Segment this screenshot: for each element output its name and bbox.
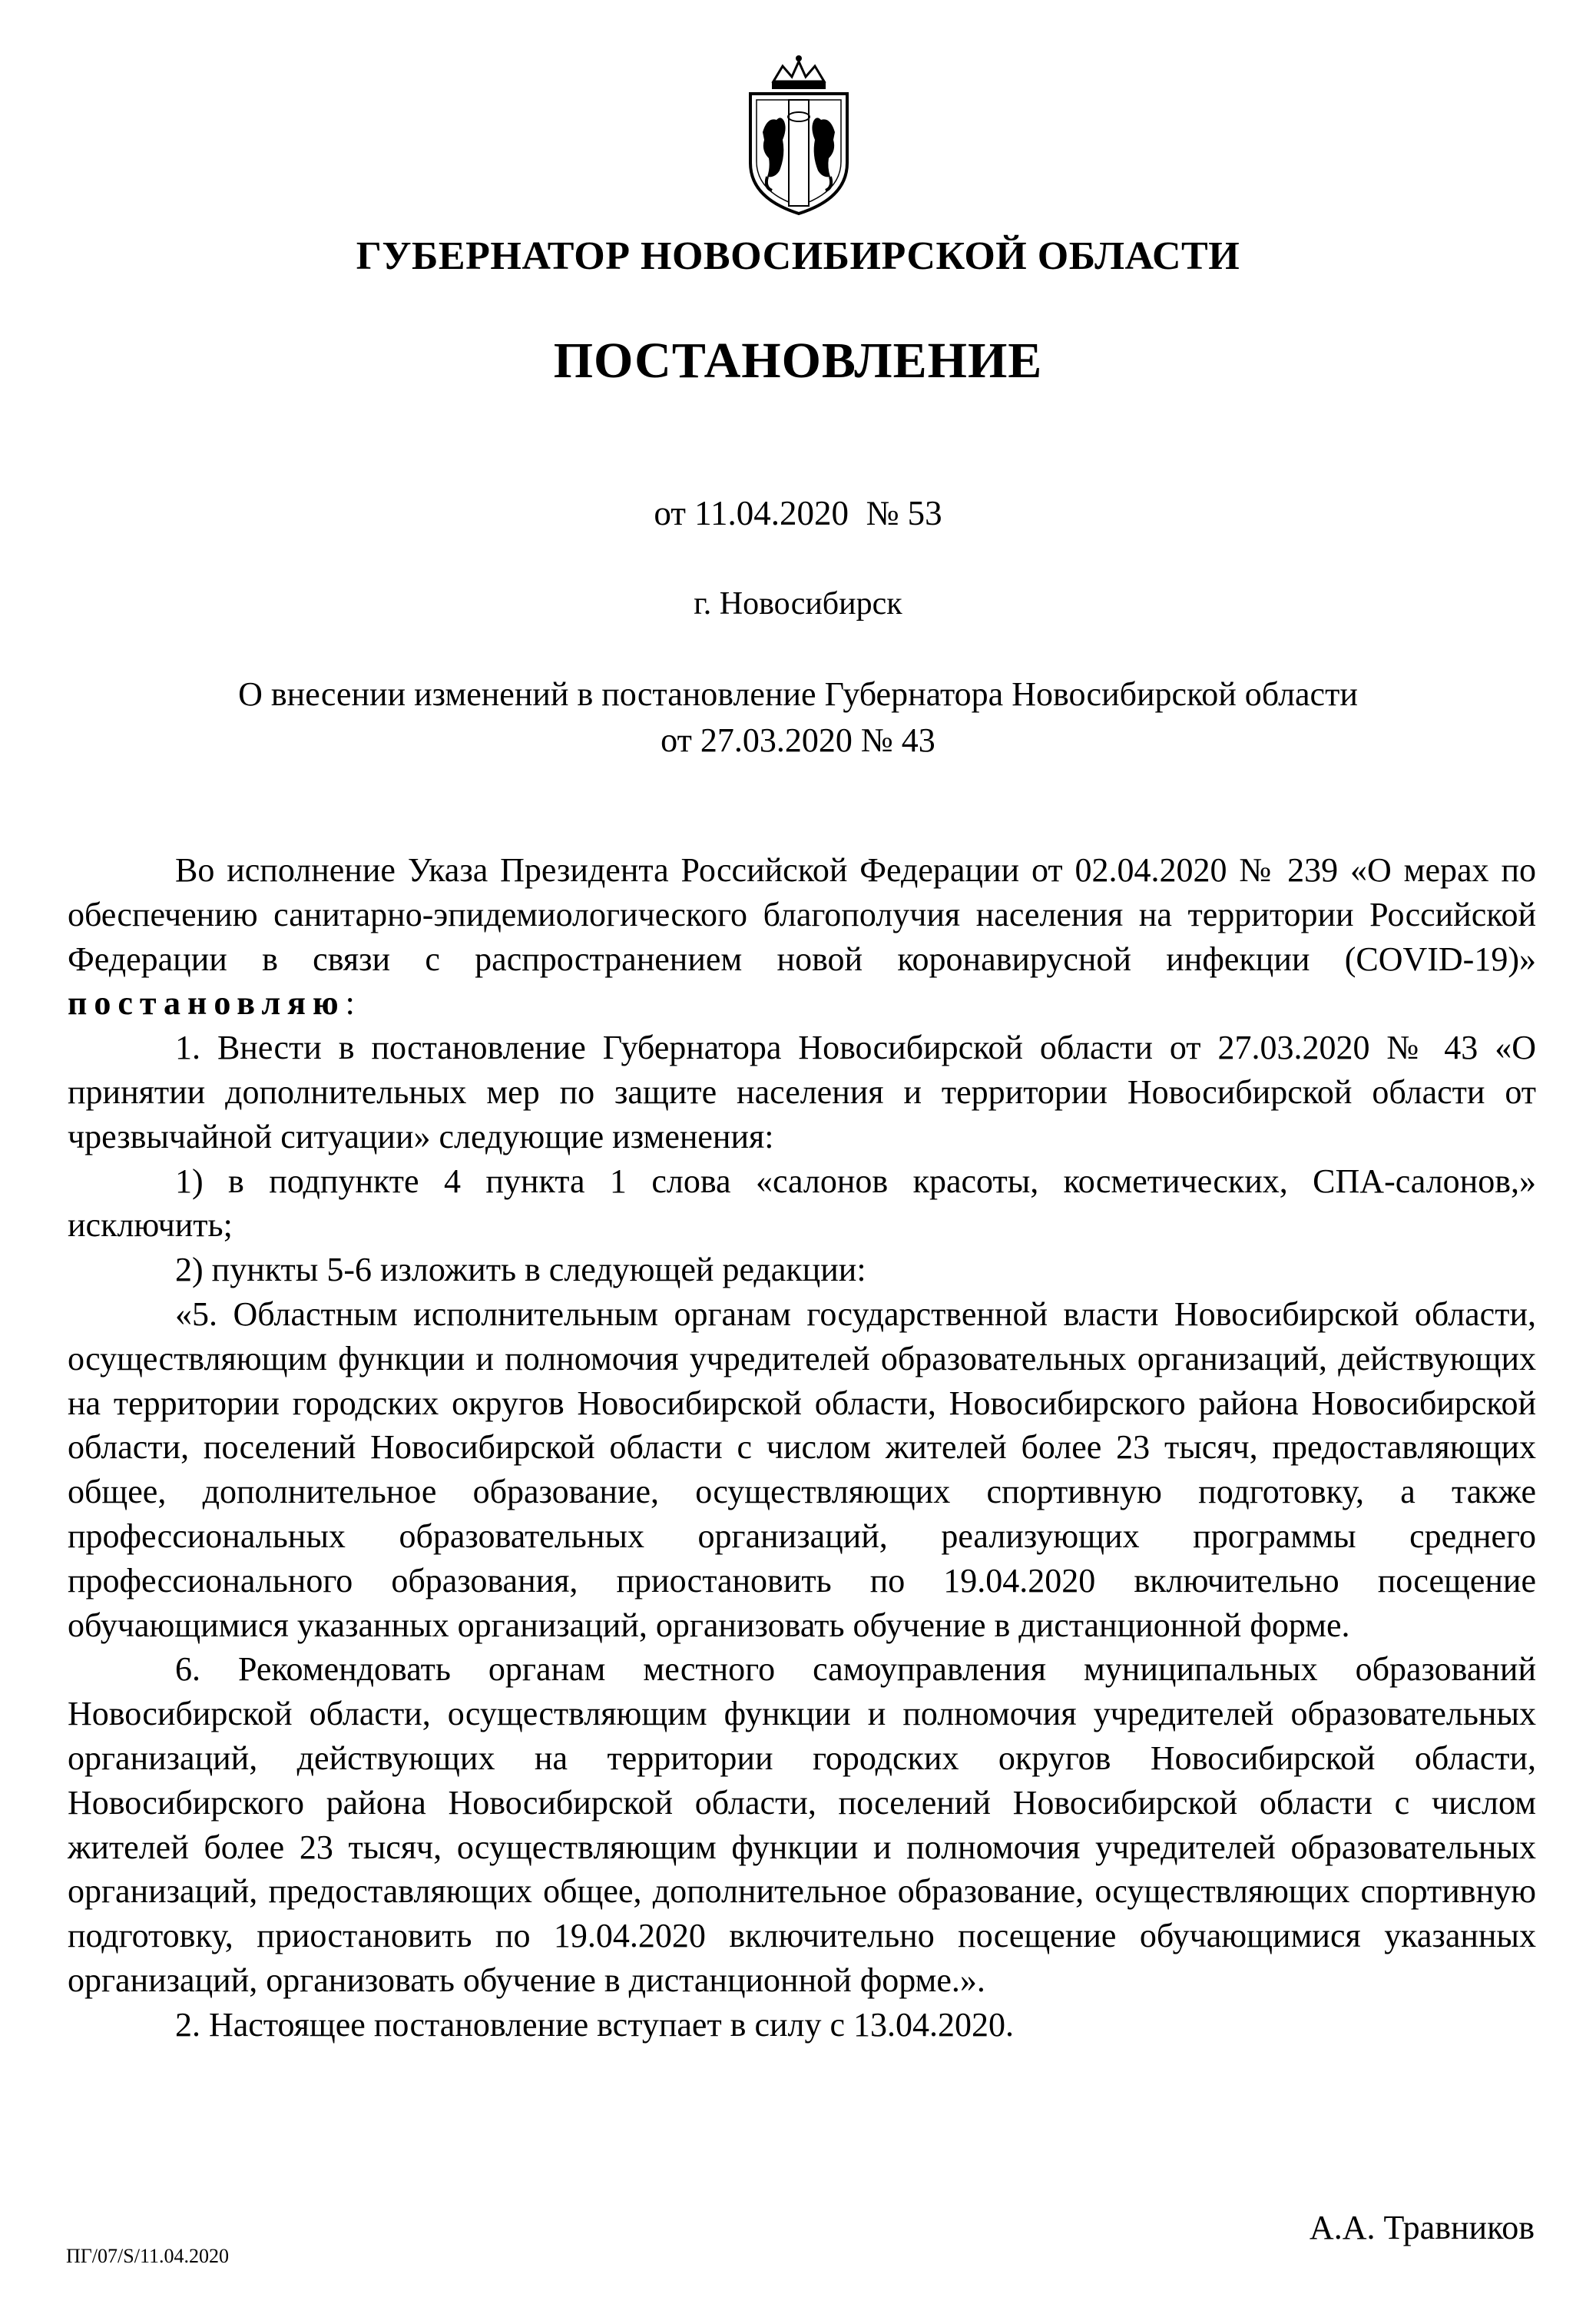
- clause-1-subitem-2: 2) пункты 5-6 изложить в следующей редакции:: [175, 1251, 866, 1289]
- subject-line-2: от 27.03.2020 № 43: [661, 721, 935, 759]
- subject-line-1: О внесении изменений в постановление Губернатора Новосибирской области: [238, 675, 1358, 713]
- signatory-name: А.А. Травников: [1309, 2209, 1535, 2246]
- document-body: [68, 848, 1536, 2047]
- clause-2: 2. Настоящее постановление вступает в силу с 13.04.2020.: [175, 2005, 1015, 2044]
- decree-word: постановляю: [68, 984, 346, 1023]
- document-type-title: ПОСТАНОВЛЕНИЕ: [553, 333, 1043, 389]
- document-subject: [0, 671, 1596, 764]
- clause-1-subitem-1: 1) в подпункте 4 пункта 1 слова «салонов красоты, косметических, СПА-салонов,» исключить;: [68, 1162, 1536, 1245]
- amended-clause-5: «5. Областным исполнительным органам государственной власти Новосибирской области, осуществляющим функции и полномочия учредителей образовательных организаций, действующих на территории городских округов Новосибирской области, Новосибирского района Новосибирской области, поселений Новосибирской области с числом жителей более 23 тысяч, предоставляющих общее, дополнительное образование, осуществляющих спортивную подготовку, а также профессиональных образовательных организаций, реализующих программы среднего профессионального образования, приостановить по 19.04.2020 включительно посещение обучающимися указанных организаций, организовать обучение в дистанционной форме.: [68, 1295, 1536, 1644]
- preamble-text: Во исполнение Указа Президента Российской Федерации от 02.04.2020 № 239 «О мерах по обеспечению санитарно-эпидемиологического благополучия населения на территории Российской Федерации в связи с распространением новой коронавирусной инфекции (COVID-19)»: [68, 851, 1536, 978]
- document-code: ПГ/07/S/11.04.2020: [66, 2245, 229, 2267]
- document-date-number: от 11.04.2020 № 53: [654, 494, 942, 532]
- coat-of-arms-icon: [733, 55, 864, 218]
- clause-1: 1. Внести в постановление Губернатора Новосибирской области от 27.03.2020 № 43 «О принятии дополнительных мер по защите населения и территории Новосибирской области от чрезвычайной ситуации» следующие изменения:: [68, 1029, 1536, 1155]
- preamble-paragraph: [68, 848, 1536, 1026]
- issuing-authority: ГУБЕРНАТОР НОВОСИБИРСКОЙ ОБЛАСТИ: [356, 234, 1240, 278]
- document-city: г. Новосибирск: [694, 586, 902, 622]
- preamble-end: :: [345, 984, 355, 1023]
- amended-clause-6: 6. Рекомендовать органам местного самоуправления муниципальных образований Новосибирской области, осуществляющим функции и полномочия учредителей образовательных организаций, действующих на территории городских округов Новосибирской области, Новосибирского района Новосибирской области, поселений Новосибирской области с числом жителей более 23 тысяч, осуществляющим функции и полномочия учредителей образовательных организаций, предоставляющих общее, дополнительное образование, осуществляющих спортивную подготовку, приостановить по 19.04.2020 включительно посещение обучающимися указанных организаций, организовать обучение в дистанционной форме.».: [68, 1650, 1536, 1999]
